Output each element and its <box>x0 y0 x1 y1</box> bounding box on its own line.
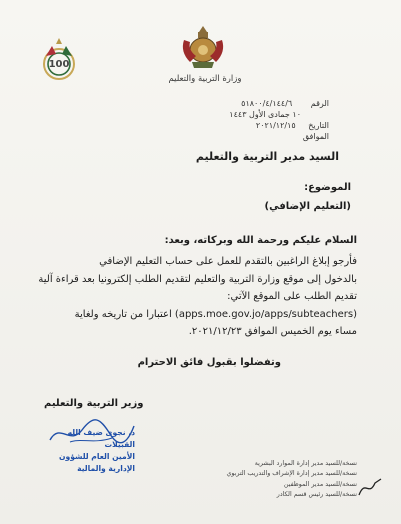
official-stamp <box>40 427 135 473</box>
ministry-emblem <box>176 22 230 72</box>
subject-label: الموضوع: <box>304 182 351 193</box>
corresponding-label: الموافق <box>302 132 329 141</box>
date-label: التاريخ <box>308 121 329 130</box>
gregorian-date: ٢٠٢١/١٢/١٥ <box>255 121 296 130</box>
body-line: مساء يوم الخميس الموافق ٢٠٢١/١٢/٢٣. <box>188 326 357 338</box>
subject: (التعليم الإضافي) <box>264 201 351 212</box>
body-line: بالدخول إلى موقع وزارة التربية والتعليم لتقديم الطلب إلكترونيا بعد قراءة آلية <box>38 273 357 285</box>
copy-item: نسخة/للسيد رئيس قسم الكادر <box>276 491 357 499</box>
ministry-name: وزارة التربية والتعليم <box>168 74 242 84</box>
centennial-number: 100 <box>48 59 70 70</box>
reference-number-label: الرقم <box>310 99 329 108</box>
reference-block <box>229 99 329 143</box>
addressee: السيد مدير التربية والتعليم <box>195 150 339 163</box>
body-text <box>37 253 357 341</box>
initials-mark <box>355 475 385 499</box>
copies-list <box>226 459 357 501</box>
copy-item: نسخة/للسيد مدير إدارة الإشراف والتدريب التربوي <box>226 470 357 478</box>
greeting: السلام عليكم ورحمة الله وبركاته، وبعد: <box>164 235 357 246</box>
copy-item: نسخة/للسيد مدير إدارة الموارد البشرية <box>254 460 357 467</box>
body-line: فأرجو إبلاغ الراغبين بالتقدم للعمل على حساب التعليم الإضافي <box>99 256 357 267</box>
body-line: تقديم الطلب على الموقع الآتي: <box>227 291 357 303</box>
reference-number: ٥١٨٠٠/٤/١٤٤/٦ <box>241 99 293 108</box>
centennial-logo <box>38 36 80 82</box>
stamp-title: الأمين العام للشؤون الإدارية والمالية <box>59 452 135 473</box>
body-line: (apps.moe.gov.jo/apps/subteachers) اعتبارا من تاريخه ولغاية <box>74 308 357 320</box>
signer-title: وزير التربية والتعليم <box>44 398 144 409</box>
closing: وتفضلوا بقبول فائق الاحترام <box>137 357 281 368</box>
hijri-date: ١٠ جمادى الأول ١٤٤٣ <box>229 110 301 119</box>
copy-item: نسخة/للسيد مدير الموظفين <box>283 480 357 488</box>
stamp-name: د. نجوى ضيف الله القبيلات <box>67 428 135 449</box>
